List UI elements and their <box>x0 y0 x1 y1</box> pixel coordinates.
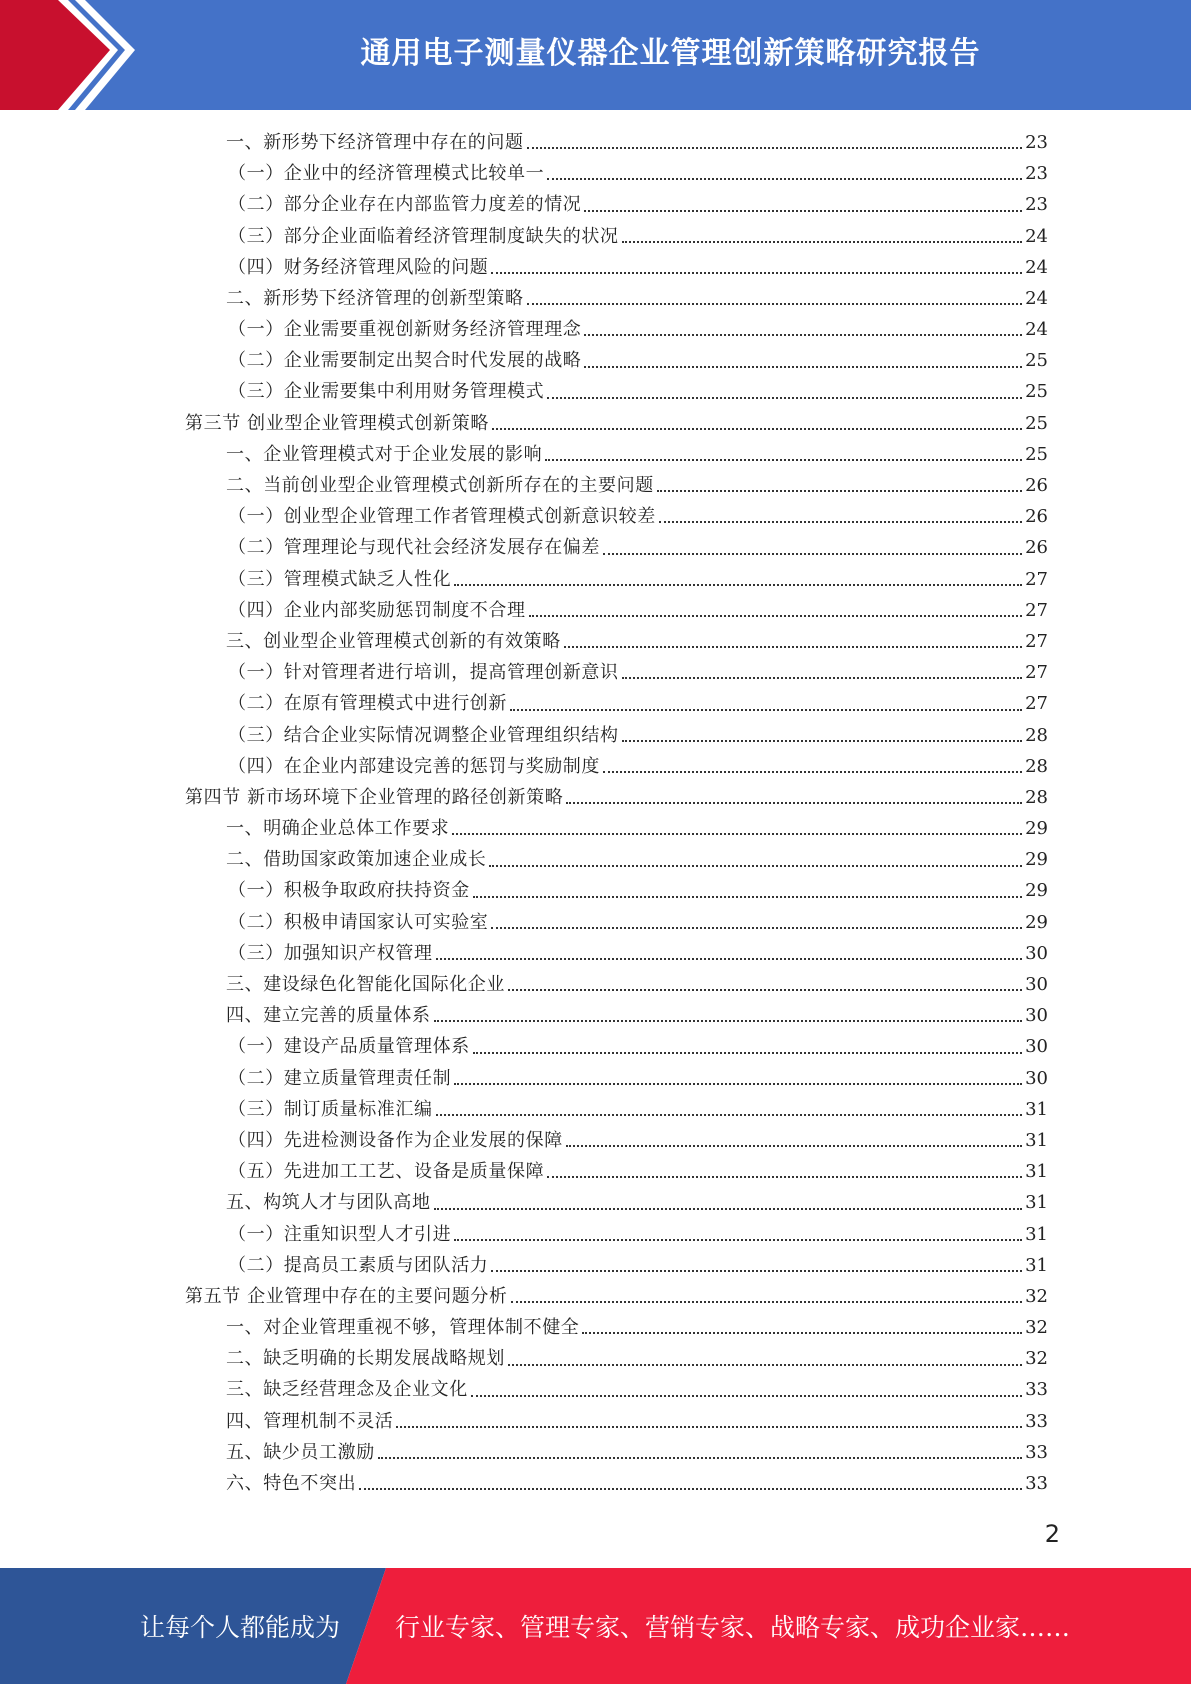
toc-entry[interactable] <box>185 1094 1048 1125</box>
toc-entry-title: （四）先进检测设备作为企业发展的保障 <box>228 1129 563 1151</box>
toc-entry[interactable] <box>185 1343 1048 1374</box>
toc-entry-title: （一）针对管理者进行培训，提高管理创新意识 <box>228 662 619 684</box>
toc-dot-leader <box>527 303 1022 305</box>
toc-dot-leader <box>545 459 1022 461</box>
toc-entry-page: 28 <box>1025 786 1048 808</box>
table-of-contents <box>185 127 1048 1499</box>
page-footer <box>0 1568 1191 1684</box>
toc-entry-title: 二、当前创业型企业管理模式创新所存在的主要问题 <box>226 475 654 497</box>
toc-entry-title: （五）先进加工工艺、设备是质量保障 <box>228 1161 545 1183</box>
toc-entry[interactable] <box>185 1250 1048 1281</box>
toc-entry[interactable] <box>185 751 1048 782</box>
toc-entry[interactable] <box>185 377 1048 408</box>
toc-entry-page: 29 <box>1025 911 1048 933</box>
toc-entry-title: 一、明确企业总体工作要求 <box>226 818 450 840</box>
toc-dot-leader <box>547 178 1022 180</box>
toc-entry[interactable] <box>185 1375 1048 1406</box>
toc-entry-title: 第三节 创业型企业管理模式创新策略 <box>185 412 489 434</box>
toc-dot-leader <box>359 1488 1022 1490</box>
toc-entry[interactable] <box>185 1063 1048 1094</box>
toc-dot-leader <box>473 1052 1022 1054</box>
toc-entry-title: （三）部分企业面临着经济管理制度缺失的状况 <box>228 225 619 247</box>
toc-entry-title: 五、缺少员工激励 <box>226 1441 375 1463</box>
toc-entry[interactable] <box>185 1437 1048 1468</box>
toc-entry[interactable] <box>185 1468 1048 1499</box>
toc-dot-leader <box>436 958 1022 960</box>
toc-entry[interactable] <box>185 127 1048 158</box>
toc-entry-title: 四、建立完善的质量体系 <box>226 1005 431 1027</box>
toc-dot-leader <box>547 397 1022 399</box>
toc-entry[interactable] <box>185 969 1048 1000</box>
toc-entry-title: 第四节 新市场环境下企业管理的路径创新策略 <box>185 786 564 808</box>
toc-dot-leader <box>564 646 1022 648</box>
toc-dot-leader <box>622 677 1022 679</box>
toc-entry-title: 五、构筑人才与团队高地 <box>226 1192 431 1214</box>
toc-entry-title: （二）管理理论与现代社会经济发展存在偏差 <box>228 537 600 559</box>
toc-entry-title: （一）企业需要重视创新财务经济管理理念 <box>228 319 582 341</box>
toc-dot-leader <box>434 1020 1022 1022</box>
toc-entry-page: 25 <box>1025 443 1048 465</box>
toc-entry[interactable] <box>185 1031 1048 1062</box>
toc-entry[interactable] <box>185 782 1048 813</box>
toc-dot-leader <box>489 865 1022 867</box>
toc-dot-leader <box>473 896 1022 898</box>
toc-dot-leader <box>510 709 1022 711</box>
toc-entry[interactable] <box>185 1312 1048 1343</box>
toc-entry-title: （一）注重知识型人才引进 <box>228 1223 452 1245</box>
toc-entry-page: 33 <box>1025 1410 1048 1432</box>
toc-entry-page: 24 <box>1025 225 1048 247</box>
toc-entry[interactable] <box>185 813 1048 844</box>
toc-entry[interactable] <box>185 844 1048 875</box>
toc-entry-page: 31 <box>1025 1192 1048 1214</box>
chevron-arrow-icon <box>0 0 160 110</box>
toc-entry-title: （三）制订质量标准汇编 <box>228 1098 433 1120</box>
toc-entry-title: （四）财务经济管理风险的问题 <box>228 256 489 278</box>
toc-entry-title: （三）加强知识产权管理 <box>228 942 433 964</box>
toc-dot-leader <box>547 1176 1022 1178</box>
footer-slogan-right: 行业专家、管理专家、营销专家、战略专家、成功企业家…… <box>395 1613 1071 1642</box>
toc-dot-leader <box>657 490 1022 492</box>
toc-entry-page: 26 <box>1025 475 1048 497</box>
toc-entry-title: （三）结合企业实际情况调整企业管理组织结构 <box>228 724 619 746</box>
toc-entry-page: 25 <box>1025 412 1048 434</box>
toc-dot-leader <box>454 1083 1022 1085</box>
toc-entry-title: 四、管理机制不灵活 <box>226 1410 394 1432</box>
toc-dot-leader <box>491 272 1022 274</box>
toc-entry[interactable] <box>185 501 1048 532</box>
toc-entry-page: 31 <box>1025 1098 1048 1120</box>
toc-entry-page: 27 <box>1025 568 1048 590</box>
toc-entry[interactable] <box>185 938 1048 969</box>
toc-entry[interactable] <box>185 876 1048 907</box>
toc-entry-title: （一）积极争取政府扶持资金 <box>228 880 470 902</box>
toc-entry-title: 一、新形势下经济管理中存在的问题 <box>226 131 524 153</box>
report-title: 通用电子测量仪器企业管理创新策略研究报告 <box>360 36 981 71</box>
toc-dot-leader <box>511 1301 1023 1303</box>
toc-dot-leader <box>529 615 1022 617</box>
toc-dot-leader <box>491 927 1022 929</box>
toc-entry[interactable] <box>185 221 1048 252</box>
toc-entry-page: 24 <box>1025 256 1048 278</box>
toc-dot-leader <box>454 1239 1022 1241</box>
toc-entry-page: 33 <box>1025 1379 1048 1401</box>
toc-entry-title: （一）企业中的经济管理模式比较单一 <box>228 163 545 185</box>
toc-dot-leader <box>492 428 1022 430</box>
toc-dot-leader <box>436 1114 1022 1116</box>
toc-entry-page: 24 <box>1025 287 1048 309</box>
page-header <box>0 0 1191 110</box>
toc-entry-page: 31 <box>1025 1161 1048 1183</box>
toc-dot-leader <box>508 1364 1022 1366</box>
toc-dot-leader <box>491 1270 1022 1272</box>
toc-entry-title: （二）提高员工素质与团队活力 <box>228 1254 489 1276</box>
toc-entry-page: 28 <box>1025 755 1048 777</box>
toc-dot-leader <box>527 147 1022 149</box>
toc-entry-title: 二、借助国家政策加速企业成长 <box>226 849 487 871</box>
toc-dot-leader <box>471 1395 1022 1397</box>
toc-entry[interactable] <box>185 345 1048 376</box>
toc-entry-page: 23 <box>1025 163 1048 185</box>
toc-dot-leader <box>659 521 1022 523</box>
toc-entry-title: （二）企业需要制定出契合时代发展的战略 <box>228 350 582 372</box>
toc-dot-leader <box>566 1145 1022 1147</box>
toc-entry-page: 29 <box>1025 880 1048 902</box>
toc-entry-title: （二）在原有管理模式中进行创新 <box>228 693 507 715</box>
toc-entry-title: 三、创业型企业管理模式创新的有效策略 <box>226 630 561 652</box>
toc-dot-leader <box>622 740 1022 742</box>
toc-entry-page: 31 <box>1025 1254 1048 1276</box>
toc-entry-page: 33 <box>1025 1441 1048 1463</box>
toc-entry[interactable] <box>185 1219 1048 1250</box>
toc-entry-title: 三、建设绿色化智能化国际化企业 <box>226 974 505 996</box>
toc-entry[interactable] <box>185 720 1048 751</box>
footer-slogan-left: 让每个人都能成为 <box>139 1613 340 1642</box>
toc-entry[interactable] <box>185 1000 1048 1031</box>
toc-entry-page: 30 <box>1025 974 1048 996</box>
toc-entry-page: 33 <box>1025 1473 1048 1495</box>
toc-entry-title: 三、缺乏经营理念及企业文化 <box>226 1379 468 1401</box>
toc-entry-title: （二）积极申请国家认可实验室 <box>228 911 489 933</box>
toc-entry-page: 27 <box>1025 630 1048 652</box>
toc-dot-leader <box>452 833 1022 835</box>
toc-entry-page: 30 <box>1025 1067 1048 1089</box>
toc-entry-title: （一）建设产品质量管理体系 <box>228 1036 470 1058</box>
toc-entry-page: 31 <box>1025 1223 1048 1245</box>
toc-entry-title: 六、特色不突出 <box>226 1473 357 1495</box>
toc-dot-leader <box>603 553 1022 555</box>
toc-dot-leader <box>622 241 1022 243</box>
toc-dot-leader <box>454 584 1022 586</box>
toc-entry[interactable] <box>185 158 1048 189</box>
toc-entry-title: （三）管理模式缺乏人性化 <box>228 568 452 590</box>
toc-entry[interactable] <box>185 408 1048 439</box>
toc-entry-page: 24 <box>1025 319 1048 341</box>
toc-entry[interactable] <box>185 1187 1048 1218</box>
toc-entry[interactable] <box>185 564 1048 595</box>
toc-entry-title: （三）企业需要集中利用财务管理模式 <box>228 381 545 403</box>
toc-entry[interactable] <box>185 532 1048 563</box>
toc-dot-leader <box>584 366 1022 368</box>
toc-entry-page: 32 <box>1025 1317 1048 1339</box>
toc-entry[interactable] <box>185 252 1048 283</box>
toc-entry-page: 26 <box>1025 537 1048 559</box>
toc-entry[interactable] <box>185 626 1048 657</box>
toc-entry-page: 30 <box>1025 1036 1048 1058</box>
toc-entry-page: 28 <box>1025 724 1048 746</box>
toc-entry[interactable] <box>185 657 1048 688</box>
toc-entry-page: 25 <box>1025 381 1048 403</box>
toc-entry[interactable] <box>185 1281 1048 1312</box>
toc-dot-leader <box>508 989 1022 991</box>
toc-entry[interactable] <box>185 1406 1048 1437</box>
toc-entry-title: （一）创业型企业管理工作者管理模式创新意识较差 <box>228 506 656 528</box>
toc-dot-leader <box>396 1426 1022 1428</box>
toc-entry-page: 27 <box>1025 693 1048 715</box>
toc-entry-page: 23 <box>1025 194 1048 216</box>
toc-dot-leader <box>434 1208 1022 1210</box>
toc-entry-page: 23 <box>1025 131 1048 153</box>
toc-entry-page: 31 <box>1025 1129 1048 1151</box>
toc-entry-title: 第五节 企业管理中存在的主要问题分析 <box>185 1285 508 1307</box>
toc-entry-title: 一、对企业管理重视不够，管理体制不健全 <box>226 1317 580 1339</box>
toc-entry-page: 32 <box>1025 1285 1048 1307</box>
toc-entry-title: 一、企业管理模式对于企业发展的影响 <box>226 443 543 465</box>
toc-entry-page: 26 <box>1025 506 1048 528</box>
toc-entry[interactable] <box>185 1156 1048 1187</box>
toc-entry-title: （二）建立质量管理责任制 <box>228 1067 452 1089</box>
toc-entry-page: 30 <box>1025 942 1048 964</box>
toc-entry[interactable] <box>185 189 1048 220</box>
toc-entry-page: 29 <box>1025 849 1048 871</box>
toc-entry-title: （四）企业内部奖励惩罚制度不合理 <box>228 599 526 621</box>
toc-entry[interactable] <box>185 439 1048 470</box>
toc-entry[interactable] <box>185 595 1048 626</box>
toc-entry[interactable] <box>185 470 1048 501</box>
toc-entry[interactable] <box>185 907 1048 938</box>
toc-entry-page: 30 <box>1025 1005 1048 1027</box>
toc-dot-leader <box>566 802 1022 804</box>
toc-entry-title: 二、缺乏明确的长期发展战略规划 <box>226 1348 505 1370</box>
toc-entry-page: 25 <box>1025 350 1048 372</box>
page-number: 2 <box>1044 1520 1060 1548</box>
toc-entry[interactable] <box>185 688 1048 719</box>
toc-dot-leader <box>603 771 1022 773</box>
toc-entry-page: 27 <box>1025 599 1048 621</box>
toc-dot-leader <box>584 210 1022 212</box>
toc-entry[interactable] <box>185 283 1048 314</box>
toc-entry[interactable] <box>185 314 1048 345</box>
toc-entry-page: 29 <box>1025 818 1048 840</box>
toc-entry[interactable] <box>185 1125 1048 1156</box>
toc-entry-page: 32 <box>1025 1348 1048 1370</box>
toc-entry-title: （二）部分企业存在内部监管力度差的情况 <box>228 194 582 216</box>
toc-dot-leader <box>584 334 1022 336</box>
toc-entry-title: 二、新形势下经济管理的创新型策略 <box>226 287 524 309</box>
toc-dot-leader <box>582 1332 1022 1334</box>
toc-entry-title: （四）在企业内部建设完善的惩罚与奖励制度 <box>228 755 600 777</box>
toc-entry-page: 27 <box>1025 662 1048 684</box>
toc-dot-leader <box>378 1457 1022 1459</box>
